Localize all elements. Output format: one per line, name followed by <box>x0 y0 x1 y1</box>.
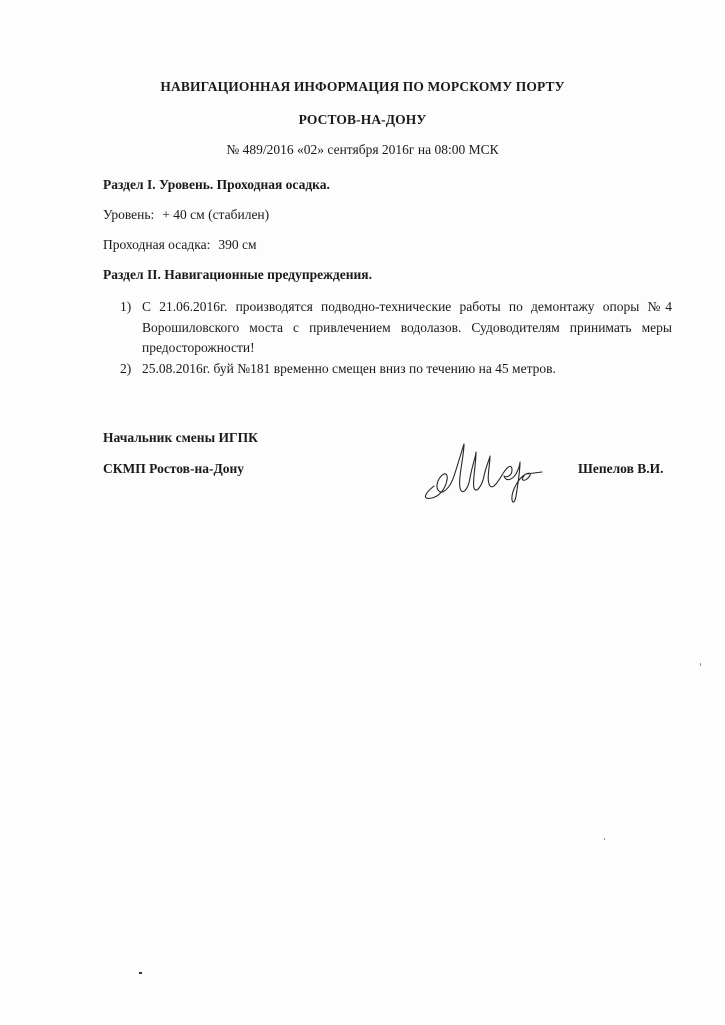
section1-heading: Раздел I. Уровень. Проходная осадка. <box>103 177 330 192</box>
document-title-line2: РОСТОВ-НА-ДОНУ <box>298 112 427 127</box>
level-label: Уровень: <box>103 207 155 222</box>
warning-number: 1) <box>120 299 132 314</box>
draft-field <box>103 237 257 253</box>
signatory-position-line1: Начальник смены ИГПК <box>103 430 258 445</box>
scan-speck <box>700 663 701 666</box>
warning-text: С 21.06.2016г. производятся подводно-технические работы по демонтажу опоры №4 Ворошиловского моста с привлечением водолазов. Судоводителям принимать меры предосторожности! <box>142 299 672 355</box>
signatory-position-line2: СКМП Ростов-на-Дону <box>103 461 245 476</box>
section2-heading: Раздел II. Навигационные предупреждения. <box>103 267 372 282</box>
warning-item-1 <box>120 297 672 359</box>
warning-item-2 <box>120 359 672 380</box>
warning-text: 25.08.2016г. буй №181 временно смещен вниз по течению на 45 метров. <box>142 360 556 376</box>
draft-label: Проходная осадка: <box>103 237 211 252</box>
scan-speck <box>604 838 605 840</box>
warnings-list <box>120 297 672 379</box>
level-field <box>103 207 269 223</box>
handwritten-signature <box>420 436 545 506</box>
signatory-name: Шепелов В.И. <box>578 461 664 476</box>
scan-speck <box>139 972 142 974</box>
level-value: + 40 см (стабилен) <box>162 207 270 222</box>
document-number-date: № 489/2016 «02» сентября 2016г на 08:00 МСК <box>226 142 499 157</box>
document-title-line1: НАВИГАЦИОННАЯ ИНФОРМАЦИЯ ПО МОРСКОМУ ПОРТУ <box>160 79 565 94</box>
warning-number: 2) <box>120 360 132 376</box>
draft-value: 390 см <box>218 237 257 252</box>
